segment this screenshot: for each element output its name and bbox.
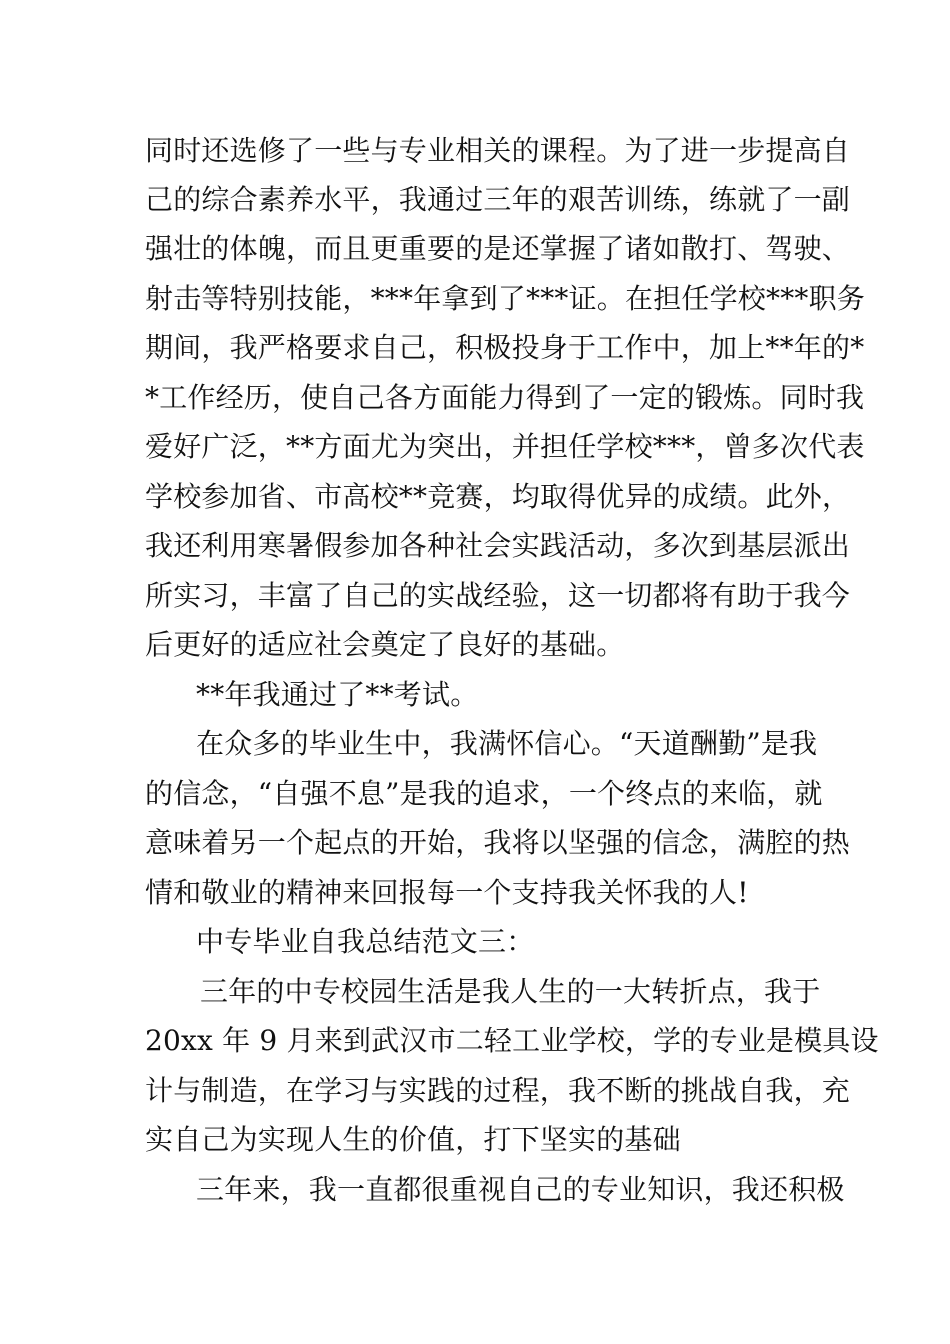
text-line: 射击等特别技能，***年拿到了***证。在担任学校***职务 <box>145 282 866 315</box>
text-line: 后更好的适应社会奠定了良好的基础。 <box>145 628 625 661</box>
text-line: 期间，我严格要求自己，积极投身于工作中，加上**年的* <box>145 331 865 364</box>
text-line: *工作经历，使自己各方面能力得到了一定的锻炼。同时我 <box>145 381 865 414</box>
text-line: 20xx 年 9 月来到武汉市二轻工业学校，学的专业是模具设 <box>145 1024 879 1057</box>
text-line: 计与制造，在学习与实践的过程，我不断的挑战自我，充 <box>145 1074 851 1107</box>
text-line: 己的综合素养水平，我通过三年的艰苦训练，练就了一副 <box>145 183 851 216</box>
section-heading: 中专毕业自我总结范文三： <box>196 925 535 958</box>
paragraph-line: 在众多的毕业生中，我满怀信心。“天道酬勤”是我 <box>196 727 818 760</box>
text-line: 意味着另一个起点的开始，我将以坚强的信念，满腔的热 <box>145 826 851 859</box>
text-line: 所实习，丰富了自己的实战经验，这一切都将有助于我今 <box>145 579 851 612</box>
text-line: 同时还选修了一些与专业相关的课程。为了进一步提高自 <box>145 134 851 167</box>
text-line: 情和敬业的精神来回报每一个支持我关怀我的人! <box>145 876 749 909</box>
paragraph-line: 三年的中专校园生活是我人生的一大转折点，我于 <box>200 975 821 1008</box>
text-line: 实自己为实现人生的价值，打下坚实的基础 <box>145 1123 681 1156</box>
text-line: 学校参加省、市高校**竞赛，均取得优异的成绩。此外， <box>145 480 851 513</box>
paragraph-line: 三年来，我一直都很重视自己的专业知识，我还积极 <box>196 1173 845 1206</box>
text-line: 我还利用寒暑假参加各种社会实践活动，多次到基层派出 <box>145 529 851 562</box>
paragraph-line: **年我通过了**考试。 <box>196 678 479 711</box>
text-line: 强壮的体魄，而且更重要的是还掌握了诸如散打、驾驶、 <box>145 232 851 265</box>
text-line: 的信念，“自强不息”是我的追求，一个终点的来临，就 <box>145 777 823 810</box>
text-line: 爱好广泛，**方面尤为突出，并担任学校***，曾多次代表 <box>145 430 865 463</box>
